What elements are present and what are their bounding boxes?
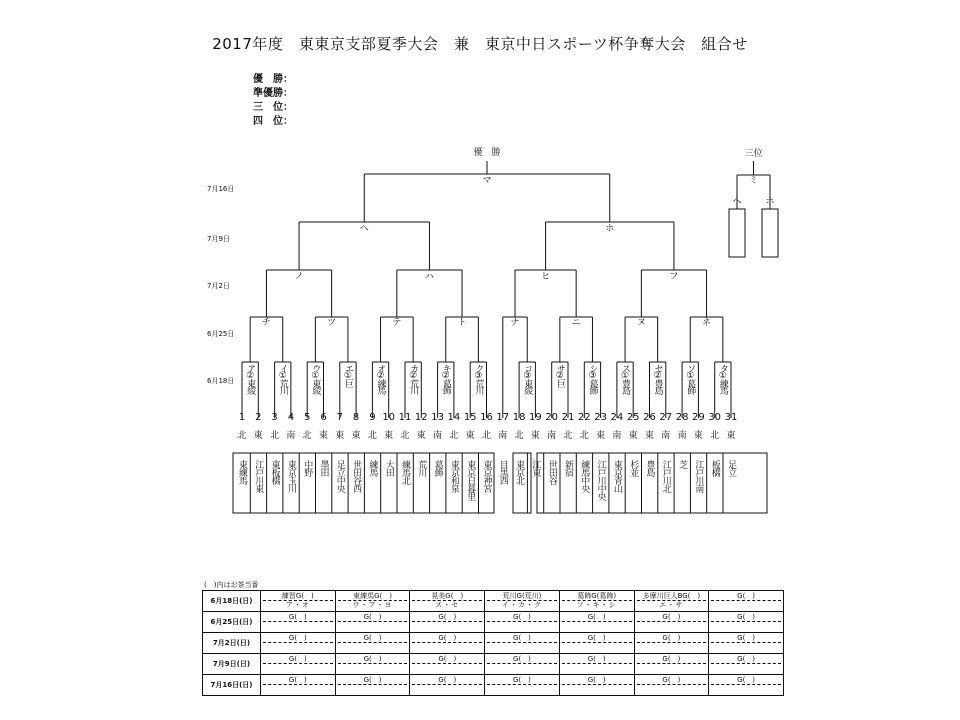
dashed-divider	[562, 663, 632, 664]
ground-name: G( )	[288, 655, 307, 663]
schedule-cell	[261, 591, 336, 612]
seed-number: 3	[271, 412, 278, 423]
first-round-match: ウ①東綾	[310, 364, 321, 393]
schedule-cell	[559, 591, 634, 612]
schedule-cell	[709, 612, 784, 633]
schedule-cell	[559, 612, 634, 633]
schedule-table	[202, 590, 784, 696]
team-region: 南	[677, 431, 687, 441]
schedule-row	[203, 633, 784, 654]
ground-name: 練習G( )	[281, 592, 314, 600]
ground-name: G( )	[513, 655, 531, 663]
team-name: 江戸川北	[660, 460, 671, 492]
team-name: 杉並	[628, 460, 639, 476]
schedule-date: 6月18日(日)	[203, 591, 261, 612]
schedule-cell	[485, 675, 560, 696]
team-name: 江戸川東	[253, 460, 264, 492]
team-name: 練馬	[367, 460, 378, 476]
seed-number: 5	[304, 412, 311, 423]
round-date: 6月25日	[207, 330, 235, 338]
team-region: 東	[335, 431, 345, 441]
schedule-date: 7月9日(日)	[203, 654, 261, 675]
schedule-cell	[335, 654, 410, 675]
champion-label: 優 勝	[473, 148, 501, 158]
schedule-date: 7月16日(日)	[203, 675, 261, 696]
dashed-divider	[637, 642, 707, 643]
dashed-divider	[412, 621, 482, 622]
schedule-cell	[634, 612, 709, 633]
schedule-row	[203, 591, 784, 612]
ground-name: 東練馬G( )	[353, 592, 392, 600]
ground-name: G( )	[662, 613, 681, 621]
seed-number: 24	[610, 412, 624, 423]
schedule-cell	[485, 591, 560, 612]
ground-name: G( )	[363, 655, 382, 663]
schedule-row	[203, 675, 784, 696]
round-of-16-match: ト	[457, 318, 467, 328]
ground-name: G( )	[737, 655, 756, 663]
team-name: 世田谷	[546, 460, 557, 484]
round-date: 7月2日	[207, 282, 230, 290]
schedule-cell	[261, 612, 336, 633]
final-match: マ	[482, 176, 492, 186]
team-region: 北	[237, 431, 247, 441]
dashed-divider	[711, 642, 781, 643]
team-region: 北	[302, 431, 312, 441]
seed-number: 2	[255, 412, 262, 423]
round-of-16-match: ネ	[702, 318, 712, 328]
schedule-cell	[335, 612, 410, 633]
ground-name: 葛飾G(葛飾)	[577, 592, 617, 600]
schedule-cell	[634, 591, 709, 612]
team-region: 南	[612, 431, 622, 441]
dashed-divider	[412, 663, 482, 664]
ground-name: 晃美G( )	[431, 592, 464, 600]
ground-name: G( )	[513, 634, 531, 642]
dashed-divider	[487, 684, 557, 685]
third-place-label: 三位	[744, 149, 763, 159]
schedule-cell	[559, 654, 634, 675]
dashed-divider	[562, 642, 632, 643]
schedule-cell	[485, 612, 560, 633]
ground-name: G( )	[363, 634, 382, 642]
dashed-divider	[338, 642, 408, 643]
team-name: 東京日暮里	[465, 460, 476, 500]
dashed-divider	[637, 621, 707, 622]
team-name: 東板橋	[269, 460, 280, 484]
first-round-match: シ③葛飾	[587, 364, 598, 393]
seed-number: 25	[626, 412, 640, 423]
ground-name: G( )	[288, 676, 307, 684]
third-place-slot-label: ホ	[765, 197, 775, 207]
team-name: 葛飾	[432, 460, 443, 476]
seed-number: 13	[431, 412, 444, 423]
dashed-divider	[711, 684, 781, 685]
seed-number: 22	[577, 412, 591, 423]
first-round-match: ソ①葛飾	[685, 364, 696, 393]
dashed-divider	[711, 663, 781, 664]
team-name: 東京北	[514, 460, 525, 484]
team-name: 目黒西	[497, 460, 508, 484]
seed-number: 17	[496, 412, 510, 423]
ground-name: G( )	[288, 613, 307, 621]
team-region: 北	[400, 431, 410, 441]
dashed-divider	[338, 621, 408, 622]
ground-name: G( )	[363, 676, 382, 684]
ground-name: G( )	[662, 676, 681, 684]
seed-number: 31	[724, 412, 738, 423]
schedule-cell	[559, 633, 634, 654]
schedule-cell	[559, 675, 634, 696]
dashed-divider	[711, 600, 781, 601]
team-region: 東	[693, 431, 703, 441]
third-place-slot	[729, 209, 745, 257]
team-region: 東	[596, 431, 606, 441]
round-of-16-match: ナ	[510, 318, 520, 328]
team-name: 江戸川中央	[595, 460, 606, 500]
seed-number: 14	[447, 412, 461, 423]
ground-name: G( )	[737, 613, 756, 621]
schedule-cell	[709, 633, 784, 654]
team-name: 東京和泉	[448, 460, 459, 492]
schedule-cell	[261, 675, 336, 696]
ground-name: G( )	[737, 676, 756, 684]
schedule-cell	[485, 633, 560, 654]
seed-number: 21	[561, 412, 575, 423]
team-name: 墨田	[318, 460, 329, 476]
seed-number: 28	[675, 412, 689, 423]
seed-number: 7	[336, 412, 343, 423]
first-round-match: カ②荒川	[408, 364, 419, 393]
result-champion: 優 勝：	[253, 74, 293, 85]
round-date: 7月16日	[207, 185, 235, 193]
page-title: 2017年度 東東京支部夏季大会 兼 東京中日スポーツ杯争奪大会 組合せ	[212, 35, 748, 53]
semi-final-match: ヘ	[359, 224, 369, 234]
team-region: 東	[351, 431, 361, 441]
schedule-date: 7月2日(日)	[203, 633, 261, 654]
third-place-slot-label: ヘ	[732, 197, 742, 207]
ground-name: 多摩川巨人BG( )	[642, 592, 701, 600]
ground-matches: ス・セ	[435, 601, 460, 609]
third-place-match: ミ	[748, 176, 759, 186]
seed-number: 12	[414, 412, 428, 423]
schedule-cell	[335, 591, 410, 612]
team-region: 北	[367, 431, 377, 441]
seed-number: 8	[352, 412, 360, 423]
dashed-divider	[263, 621, 333, 622]
schedule-cell	[410, 612, 485, 633]
ground-matches: ウ・ア・ヨ	[352, 601, 393, 609]
seed-number: 29	[692, 412, 705, 423]
round-of-16-match: テ	[392, 318, 402, 328]
team-name: 練馬中央	[579, 460, 590, 492]
first-round-match: サ②巨	[554, 364, 565, 386]
team-name: 東京神宮	[481, 460, 492, 492]
first-round-match: セ②豊島	[652, 364, 663, 393]
ground-name: G( )	[438, 634, 457, 642]
round-of-16-match: ツ	[327, 318, 337, 328]
dashed-divider	[487, 621, 557, 622]
ground-name: G( )	[288, 634, 307, 642]
first-round-match: イ①荒川	[277, 364, 288, 393]
team-region: 北	[481, 431, 492, 441]
seed-number: 1	[238, 412, 246, 423]
third-place-slot	[762, 209, 778, 257]
ground-name: G( )	[737, 634, 756, 642]
team-region: 南	[286, 431, 296, 441]
seed-number: 20	[545, 412, 559, 423]
team-name: 新宿	[563, 460, 573, 476]
team-name: 東京玉川	[285, 460, 296, 492]
schedule-cell	[634, 675, 709, 696]
team-region: 東	[416, 431, 426, 441]
dashed-divider	[338, 663, 408, 664]
schedule-cell	[485, 654, 560, 675]
ground-name: G( )	[438, 613, 457, 621]
schedule-note: ( )内はお茶当番	[204, 581, 259, 589]
team-name: 足立	[726, 460, 736, 476]
ground-name: G( )	[587, 676, 606, 684]
team-name: 豊島	[644, 460, 655, 476]
dashed-divider	[637, 663, 707, 664]
team-name: 練馬北	[400, 460, 410, 484]
round-of-16-match: チ	[261, 318, 271, 328]
first-round-match: コ③東綾	[522, 364, 533, 393]
quarter-final-match: ハ	[424, 272, 434, 282]
schedule-cell	[410, 675, 485, 696]
dashed-divider	[263, 663, 333, 664]
ground-matches: ア・オ	[285, 601, 310, 609]
first-round-match: ス①豊島	[620, 364, 631, 393]
ground-name: G( )	[438, 676, 457, 684]
seed-number: 9	[369, 412, 376, 423]
seed-number: 11	[398, 412, 412, 423]
schedule-date: 6月25日(日)	[203, 612, 261, 633]
result-fourth: 四 位：	[253, 116, 293, 127]
first-round-match: キ②葛飾	[440, 364, 451, 393]
ground-matches: エ・サ	[659, 601, 684, 609]
first-round-match: オ②練馬	[375, 364, 386, 393]
team-region: 東	[253, 431, 263, 441]
team-name: 大田	[383, 460, 394, 476]
schedule-cell	[261, 633, 336, 654]
ground-name: G( )	[438, 655, 457, 663]
team-name: 世田谷西	[351, 460, 362, 492]
round-date: 6月18日	[207, 377, 235, 385]
seed-number: 4	[287, 412, 295, 423]
round-of-16-match: ニ	[571, 318, 581, 328]
dashed-divider	[412, 684, 482, 685]
team-region: 東	[384, 431, 394, 441]
schedule-cell	[709, 654, 784, 675]
quarter-final-match: フ	[669, 272, 679, 282]
schedule-cell	[335, 633, 410, 654]
ground-name: G( )	[587, 655, 606, 663]
schedule-row	[203, 654, 784, 675]
schedule-cell	[634, 654, 709, 675]
team-region: 北	[270, 431, 280, 441]
dashed-divider	[562, 684, 632, 685]
round-of-16-match: ヌ	[636, 318, 646, 328]
seed-number: 10	[382, 412, 396, 423]
seed-number: 26	[643, 412, 656, 423]
dashed-divider	[562, 621, 632, 622]
seed-number: 23	[594, 412, 607, 423]
ground-name: G( )	[513, 676, 531, 684]
team-region: 東	[530, 431, 540, 441]
team-region: 北	[449, 431, 459, 441]
ground-matches: イ・カ・ク	[501, 601, 542, 609]
ground-name: G( )	[737, 592, 756, 600]
team-name: 東京青山	[611, 460, 622, 492]
team-name: 荒川	[416, 460, 427, 476]
team-region: 南	[547, 431, 557, 441]
dashed-divider	[487, 663, 557, 664]
first-round-match: エ①巨	[342, 364, 353, 386]
ground-name: G( )	[363, 613, 382, 621]
ground-name: G( )	[662, 655, 681, 663]
schedule-cell	[335, 675, 410, 696]
schedule-cell	[634, 633, 709, 654]
ground-name: G( )	[587, 634, 606, 642]
seed-number: 6	[320, 412, 327, 423]
dashed-divider	[263, 642, 333, 643]
team-region: 南	[433, 431, 443, 441]
team-region: 北	[563, 431, 573, 441]
team-region: 東	[726, 431, 736, 441]
ground-name: G( )	[662, 634, 681, 642]
dashed-divider	[263, 684, 333, 685]
team-name: 東練馬	[237, 460, 247, 484]
dashed-divider	[711, 621, 781, 622]
schedule-cell	[261, 654, 336, 675]
quarter-final-match: ヒ	[541, 272, 551, 282]
ground-name: G( )	[513, 613, 531, 621]
schedule-cell	[709, 591, 784, 612]
first-round-match: タ①練馬	[717, 364, 728, 393]
dashed-divider	[412, 642, 482, 643]
team-region: 北	[514, 431, 524, 441]
schedule-cell	[410, 654, 485, 675]
schedule-cell	[410, 591, 485, 612]
seed-number: 27	[659, 412, 673, 423]
semi-final-match: ホ	[605, 224, 615, 234]
team-region: 東	[628, 431, 638, 441]
schedule-cell	[410, 633, 485, 654]
seed-number: 15	[463, 412, 477, 423]
ground-name: G( )	[587, 613, 606, 621]
team-name: 足立中央	[334, 460, 345, 492]
team-region: 東	[644, 431, 655, 441]
quarter-final-match: ノ	[294, 272, 304, 282]
result-third: 三 位：	[253, 102, 293, 113]
seed-number: 16	[480, 412, 493, 423]
seed-number: 30	[708, 412, 722, 423]
team-region: 南	[661, 431, 671, 441]
team-name: 板橋	[709, 460, 720, 476]
team-name: 江東	[530, 460, 541, 476]
ground-matches: ソ・キ・シ	[576, 601, 617, 609]
seed-number: 18	[512, 412, 526, 423]
first-round-match: ア②東綾	[245, 364, 256, 393]
team-region: 北	[579, 431, 589, 441]
team-region: 東	[318, 431, 329, 441]
dashed-divider	[487, 642, 557, 643]
team-region: 北	[710, 431, 720, 441]
result-runner-up: 準優勝：	[253, 88, 293, 99]
dashed-divider	[338, 684, 408, 685]
team-name: 芝	[677, 460, 688, 468]
round-date: 7月9日	[207, 235, 230, 243]
team-region: 東	[465, 431, 475, 441]
first-round-match: ク③荒川	[473, 364, 484, 393]
team-region: 南	[498, 431, 508, 441]
team-name: 中野	[302, 460, 313, 476]
schedule-cell	[709, 675, 784, 696]
ground-name: 荒川G(荒川)	[502, 592, 542, 600]
schedule-row	[203, 612, 784, 633]
team-name: 江戸川南	[693, 460, 704, 492]
seed-number: 19	[529, 412, 542, 423]
dashed-divider	[637, 684, 707, 685]
